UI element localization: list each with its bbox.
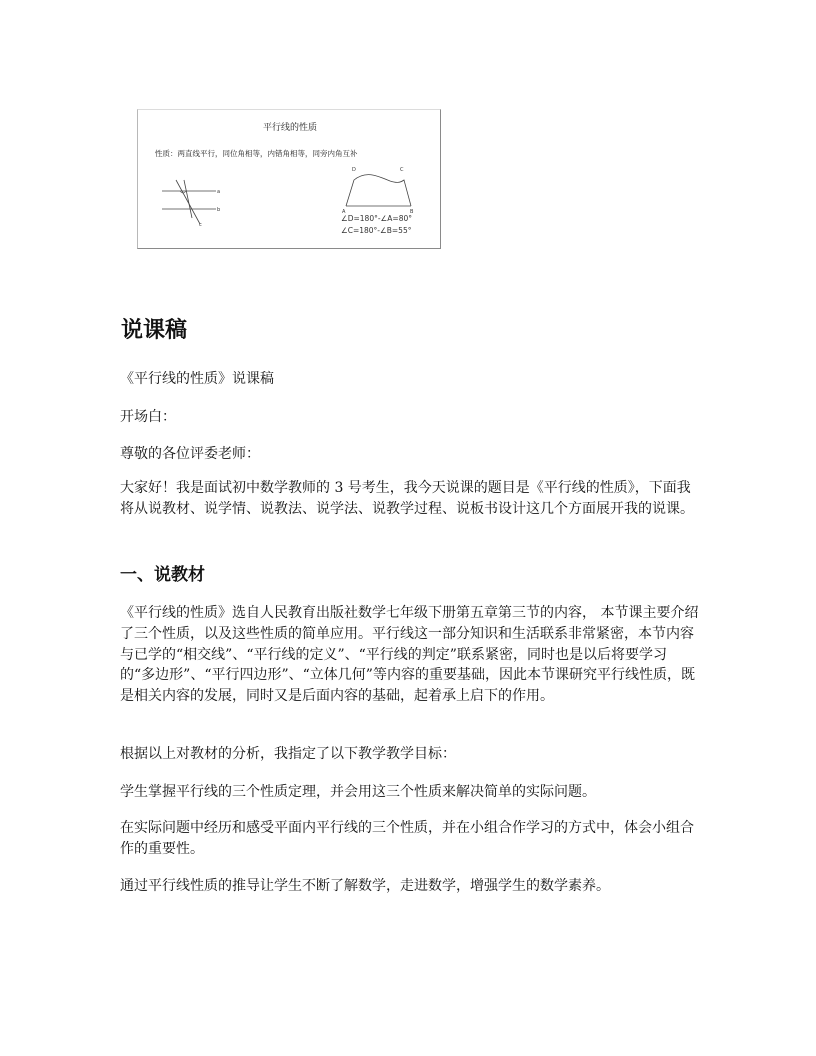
textbook-paragraph: 《平行线的性质》选自人民教育出版社数学七年级下册第五章第三节的内容， 本节课主要介绍了三个性质，以及这些性质的简单应用。平行线这一部分知识和生活联系非常紧密，本节内容与已学的“相交线”、“平行线的定义”、“平行线的判定”联系紧密，同时也是以后将要学习的“多边形”、“平行四边形”、“立体几何”等内容的重要基础，因此本节课研究平行线性质，既是相关内容的发展，同时又是后面内容的基础，起着承上启下的作用。 — [120, 605, 699, 705]
goal-1: 学生掌握平行线的三个性质定理，并会用这三个性质来解决简单的实际问题。 — [120, 784, 596, 800]
page-title: 说课稿 — [121, 318, 188, 343]
parallel-lines-figure — [137, 109, 441, 249]
quadrilateral-diagram — [346, 175, 411, 206]
doc-subtitle: 《平行线的性质》说课稿 — [120, 371, 274, 387]
label-D: D — [352, 167, 356, 173]
transversal-c — [176, 180, 200, 224]
label-C: C — [400, 167, 404, 173]
equation-1: ∠D=180°-∠A=80° — [341, 214, 412, 223]
goals-intro: 根据以上对教材的分析，我指定了以下教学教学目标： — [120, 746, 456, 762]
label-b: b — [217, 207, 221, 213]
figure-properties-text: 性质：两直线平行，同位角相等，内错角相等，同旁内角互补 — [155, 149, 358, 158]
parallel-lines-diagram — [162, 180, 216, 224]
label-a: a — [217, 189, 221, 195]
goal-3: 通过平行线性质的推导让学生不断了解数学，走进数学，增强学生的数学素养。 — [120, 878, 610, 894]
figure-title: 平行线的性质 — [262, 123, 317, 133]
opening-line: 开场白： — [120, 409, 176, 425]
equation-2: ∠C=180°-∠B=55° — [341, 226, 412, 235]
intro-paragraph: 大家好！我是面试初中数学教师的 3 号考生，我今天说课的题目是《平行线的性质》，下面我将从说教材、说学情、说教法、说学法、说教学过程、说板书设计这几个方面展开我的说课。 — [120, 480, 694, 517]
greeting-line: 尊敬的各位评委老师： — [120, 446, 260, 462]
section-heading-1: 一、说教材 — [120, 565, 205, 585]
goal-2: 在实际问题中经历和感受平面内平行线的三个性质，并在小组合作学习的方式中，体会小组合作的重要性。 — [120, 820, 694, 857]
transversal-2 — [184, 180, 192, 218]
label-A: A — [342, 209, 346, 215]
label-B: B — [410, 209, 414, 215]
curved-outline — [346, 175, 411, 206]
label-c: c — [199, 222, 202, 228]
